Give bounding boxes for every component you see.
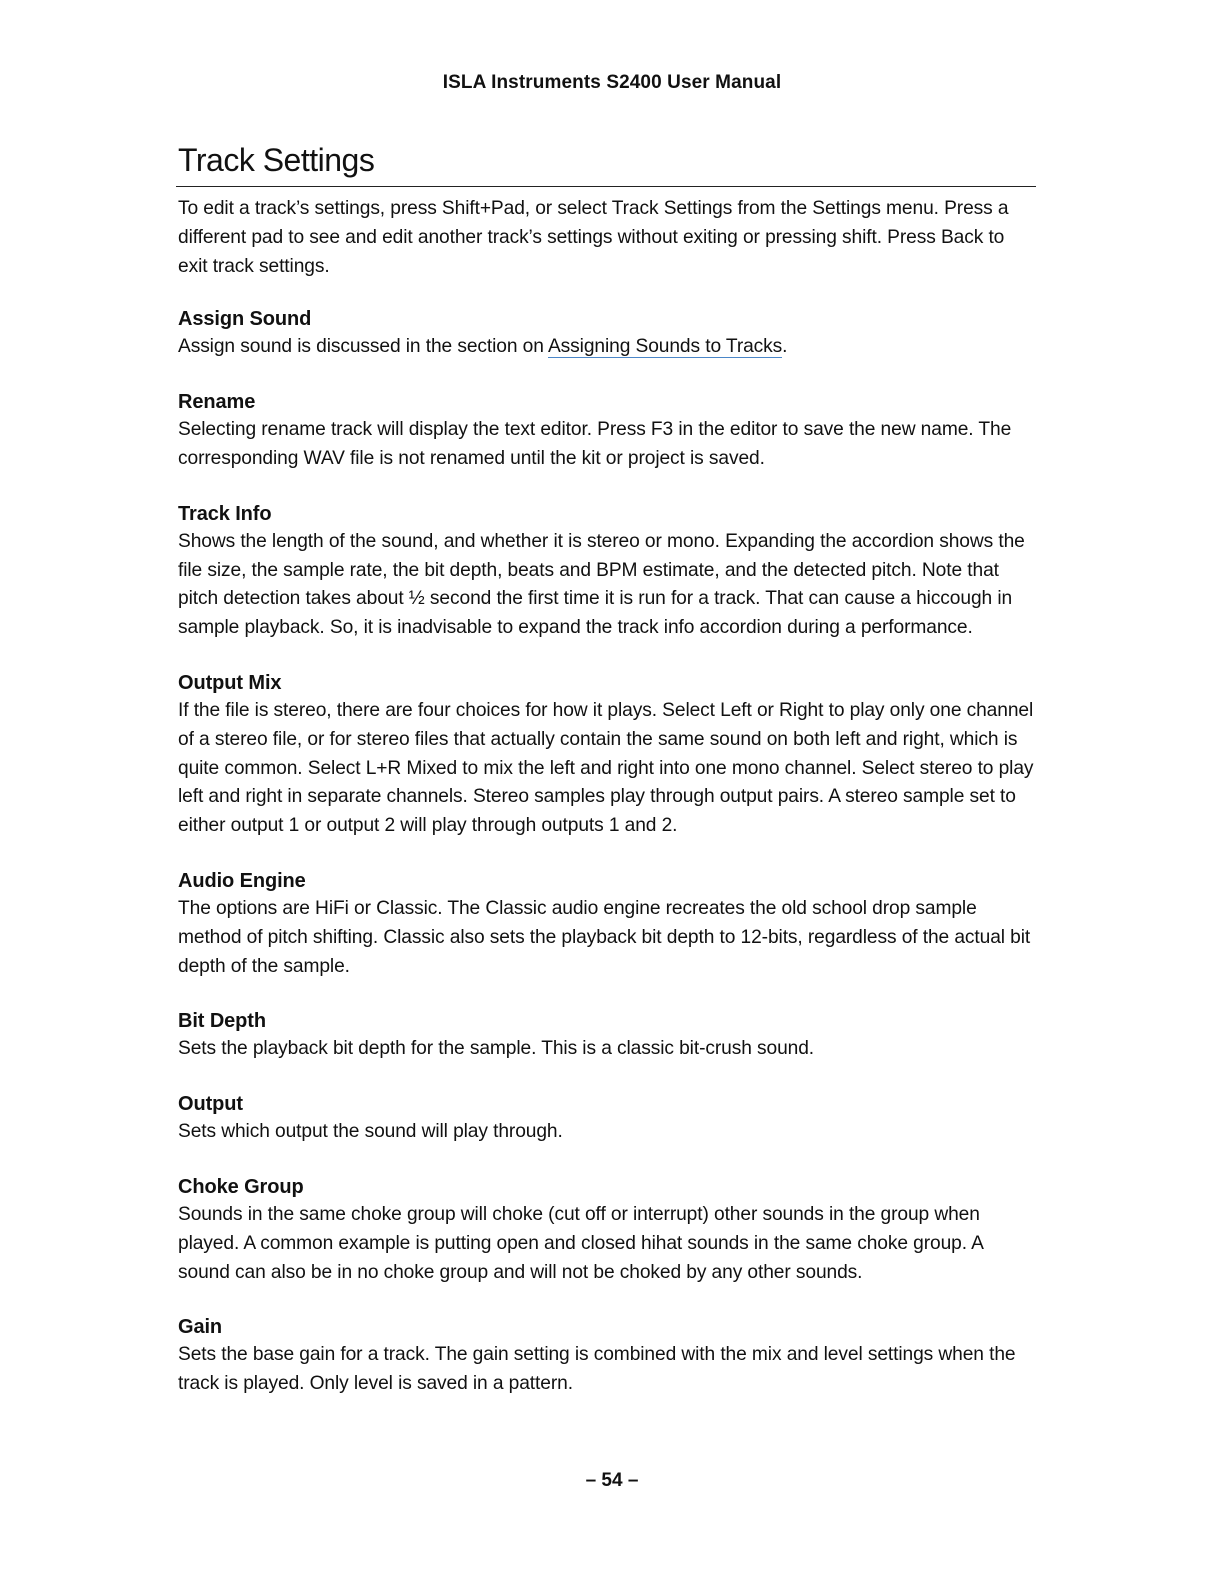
section-heading: Gain <box>178 1316 223 1339</box>
body-text: Assign sound is discussed in the section on <box>178 336 548 358</box>
section-heading: Output Mix <box>178 671 282 694</box>
section-heading: Bit Depth <box>178 1010 266 1033</box>
body-text: . <box>782 336 788 358</box>
section-heading: Audio Engine <box>178 869 306 892</box>
section-heading: Assign Sound <box>178 308 312 331</box>
section-body: Sets the playback bit depth for the sample. This is a classic bit-crush sound. <box>178 1038 815 1060</box>
title-rule <box>176 186 1036 187</box>
section-rename <box>178 388 1036 474</box>
section-body: Sets the base gain for a track. The gain setting is combined with the mix and level settings when the track is played. Only level is saved in a pattern. <box>178 1344 1016 1395</box>
page-title: Track Settings <box>178 142 375 178</box>
section-body <box>178 333 1036 362</box>
section-audio-engine <box>178 867 1036 981</box>
title-block <box>178 142 1036 181</box>
section-heading: Output <box>178 1093 243 1116</box>
section-body: Shows the length of the sound, and whether it is stereo or mono. Expanding the accordion shows the file size, the sample rate, the bit depth, beats and BPM estimate, and the detected pitch. Note that pitch detection takes about ½ second the first time it is run for a track. That can cause a hiccough in sample playback. So, it is inadvisable to expand the track info accordion during a performance. <box>178 530 1025 639</box>
page-content <box>178 142 1036 1399</box>
section-track-info <box>178 500 1036 643</box>
running-header: ISLA Instruments S2400 User Manual <box>442 72 782 93</box>
section-body: Sounds in the same choke group will choke (cut off or interrupt) other sounds in the group when played. A common example is putting open and closed hihat sounds in the same choke group. A sound can also be in no choke group and will not be choked by any other sounds. <box>178 1203 983 1283</box>
section-body: Selecting rename track will display the text editor. Press F3 in the editor to save the new name. The corresponding WAV file is not renamed until the kit or project is saved. <box>178 419 1012 469</box>
section-body: If the file is stereo, there are four choices for how it plays. Select Left or Right to play only one channel of a stereo file, or for stereo files that actually contain the same sound on both left and right, which is quite common. Select L+R Mixed to mix the left and right into one mono channel. Select stereo to play left and right in separate channels. Stereo samples play through output pairs. A stereo sample set to either output 1 or output 2 will play through outputs 1 and 2. <box>178 699 1034 837</box>
section-body: Sets which output the sound will play through. <box>178 1121 563 1143</box>
intro-paragraph: To edit a track’s settings, press Shift+Pad, or select Track Settings from the Settings menu. Press a different pad to see and edit another track’s settings without exiting or pressing shift. Press Back to exit track settings. <box>178 198 1009 277</box>
page-number: – 54 – <box>585 1470 639 1491</box>
section-gain <box>178 1313 1036 1399</box>
section-heading: Rename <box>178 391 256 414</box>
section-output-mix <box>178 669 1036 841</box>
assigning-sounds-link[interactable]: Assigning Sounds to Tracks <box>547 336 783 358</box>
section-choke-group <box>178 1173 1036 1287</box>
section-bit-depth <box>178 1007 1036 1064</box>
section-heading: Choke Group <box>178 1175 304 1198</box>
section-body: The options are HiFi or Classic. The Classic audio engine recreates the old school drop sample method of pitch shifting. Classic also sets the playback bit depth to 12-bits, regardless of the actual bit depth of the sample. <box>178 897 1031 977</box>
section-output <box>178 1090 1036 1147</box>
section-heading: Track Info <box>178 502 272 525</box>
section-assign-sound <box>178 305 1036 362</box>
